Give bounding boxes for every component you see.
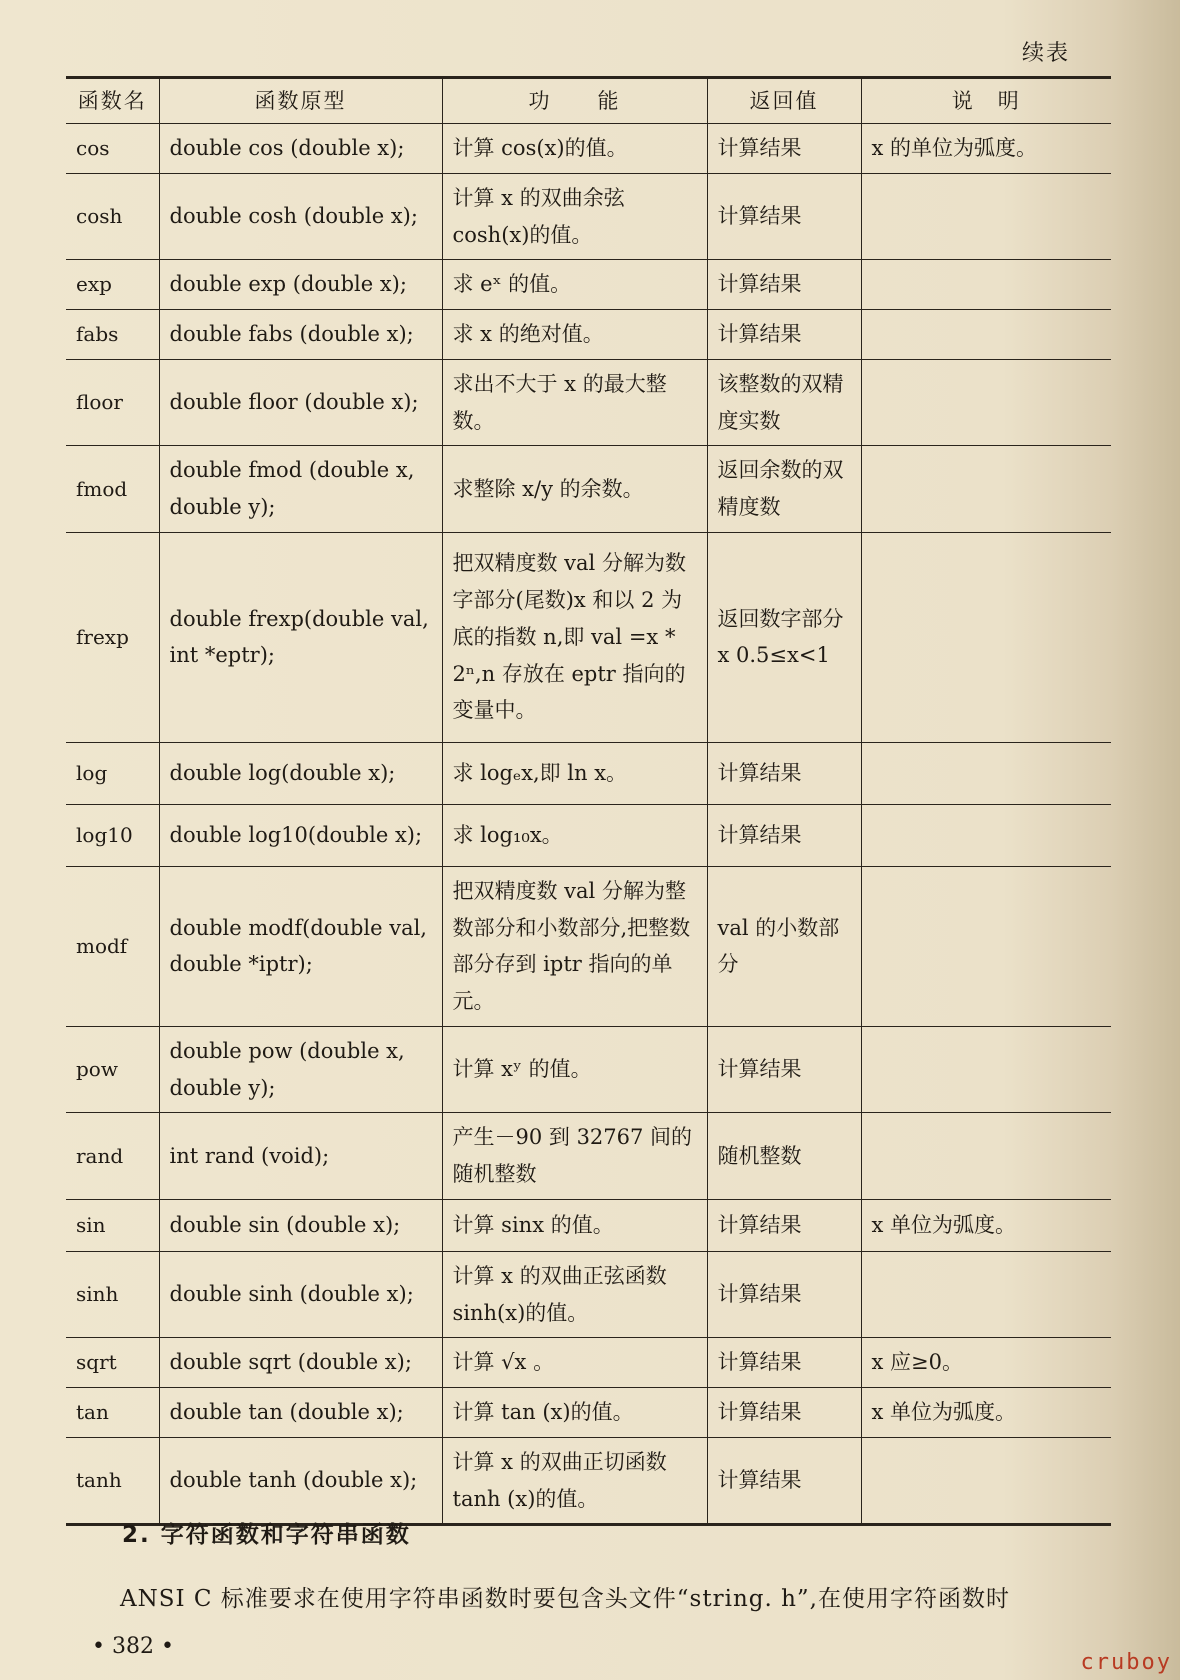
note-cell: x 单位为弧度。 xyxy=(861,1388,1111,1438)
function-name-cell: cos xyxy=(66,124,159,174)
table-row xyxy=(66,742,1111,804)
function-name-cell: frexp xyxy=(66,532,159,742)
function-name-cell: fabs xyxy=(66,310,159,360)
note-cell xyxy=(861,804,1111,866)
table-header-row xyxy=(66,78,1111,124)
return-value-cell: 计算结果 xyxy=(707,1338,861,1388)
note-cell xyxy=(861,359,1111,446)
function-cell: 求 x 的绝对值。 xyxy=(442,310,707,360)
return-value-cell: 返回余数的双精度数 xyxy=(707,446,861,533)
prototype-cell: double log(double x); xyxy=(159,742,442,804)
function-cell: 计算 cos(x)的值。 xyxy=(442,124,707,174)
return-value-cell: 计算结果 xyxy=(707,804,861,866)
return-value-cell: 计算结果 xyxy=(707,173,861,260)
header-note: 说 明 xyxy=(861,78,1111,124)
note-cell xyxy=(861,260,1111,310)
math-functions-table xyxy=(66,76,1111,1526)
function-name-cell: sin xyxy=(66,1199,159,1251)
function-name-cell: floor xyxy=(66,359,159,446)
table-row xyxy=(66,1026,1111,1113)
table-row xyxy=(66,124,1111,174)
return-value-cell: 返回数字部分 x 0.5≤x<1 xyxy=(707,532,861,742)
function-cell: 求 eˣ 的值。 xyxy=(442,260,707,310)
return-value-cell: val 的小数部分 xyxy=(707,866,861,1026)
table-row xyxy=(66,532,1111,742)
note-cell xyxy=(861,446,1111,533)
prototype-cell: double tan (double x); xyxy=(159,1388,442,1438)
section-heading: 2. 字符函数和字符串函数 xyxy=(122,1522,411,1548)
prototype-cell: double cos (double x); xyxy=(159,124,442,174)
return-value-cell: 该整数的双精度实数 xyxy=(707,359,861,446)
function-cell: 求 logₑx,即 ln x。 xyxy=(442,742,707,804)
continued-label: 续表 xyxy=(1021,41,1070,66)
note-cell xyxy=(861,742,1111,804)
function-cell: 求 log₁₀x。 xyxy=(442,804,707,866)
prototype-cell: double frexp(double val, int *eptr); xyxy=(159,532,442,742)
function-cell: 产生－90 到 32767 间的随机整数 xyxy=(442,1113,707,1200)
return-value-cell: 计算结果 xyxy=(707,1199,861,1251)
prototype-cell: double exp (double x); xyxy=(159,260,442,310)
note-cell xyxy=(861,173,1111,260)
return-value-cell: 随机整数 xyxy=(707,1113,861,1200)
prototype-cell: double tanh (double x); xyxy=(159,1437,442,1525)
function-cell: 计算 x 的双曲正弦函数 sinh(x)的值。 xyxy=(442,1251,707,1338)
function-name-cell: tan xyxy=(66,1388,159,1438)
function-name-cell: log xyxy=(66,742,159,804)
function-name-cell: sqrt xyxy=(66,1338,159,1388)
return-value-cell: 计算结果 xyxy=(707,1388,861,1438)
table-row xyxy=(66,804,1111,866)
return-value-cell: 计算结果 xyxy=(707,1437,861,1525)
table-row xyxy=(66,866,1111,1026)
note-cell xyxy=(861,532,1111,742)
table-row xyxy=(66,446,1111,533)
function-cell: 计算 xʸ 的值。 xyxy=(442,1026,707,1113)
note-cell: x 单位为弧度。 xyxy=(861,1199,1111,1251)
body-text: ANSI C 标准要求在使用字符串函数时要包含头文件“string. h”,在使用字符函数时 xyxy=(120,1586,1010,1612)
table-row xyxy=(66,1437,1111,1525)
function-name-cell: fmod xyxy=(66,446,159,533)
function-name-cell: rand xyxy=(66,1113,159,1200)
table-row xyxy=(66,1199,1111,1251)
table-row xyxy=(66,1338,1111,1388)
prototype-cell: double log10(double x); xyxy=(159,804,442,866)
return-value-cell: 计算结果 xyxy=(707,310,861,360)
header-return-value: 返回值 xyxy=(707,78,861,124)
watermark-text: cruboy xyxy=(1080,1650,1172,1675)
prototype-cell: double sin (double x); xyxy=(159,1199,442,1251)
return-value-cell: 计算结果 xyxy=(707,742,861,804)
function-cell: 计算 tan (x)的值。 xyxy=(442,1388,707,1438)
function-name-cell: pow xyxy=(66,1026,159,1113)
note-cell xyxy=(861,310,1111,360)
table-row xyxy=(66,1388,1111,1438)
function-cell: 求出不大于 x 的最大整数。 xyxy=(442,359,707,446)
prototype-cell: double floor (double x); xyxy=(159,359,442,446)
function-cell: 把双精度数 val 分解为整数部分和小数部分,把整数部分存到 iptr 指向的单元。 xyxy=(442,866,707,1026)
table-row xyxy=(66,310,1111,360)
function-name-cell: modf xyxy=(66,866,159,1026)
function-name-cell: cosh xyxy=(66,173,159,260)
table-row xyxy=(66,173,1111,260)
return-value-cell: 计算结果 xyxy=(707,1026,861,1113)
function-cell: 求整除 x/y 的余数。 xyxy=(442,446,707,533)
note-cell: x 应≥0。 xyxy=(861,1338,1111,1388)
function-cell: 计算 x 的双曲余弦 cosh(x)的值。 xyxy=(442,173,707,260)
table-row xyxy=(66,260,1111,310)
prototype-cell: double sqrt (double x); xyxy=(159,1338,442,1388)
page-number: • 382 • xyxy=(92,1634,174,1659)
note-cell: x 的单位为弧度。 xyxy=(861,124,1111,174)
header-function-name: 函数名 xyxy=(66,78,159,124)
function-name-cell: exp xyxy=(66,260,159,310)
note-cell xyxy=(861,1026,1111,1113)
header-function: 功 能 xyxy=(442,78,707,124)
function-name-cell: log10 xyxy=(66,804,159,866)
note-cell xyxy=(861,866,1111,1026)
function-cell: 计算 x 的双曲正切函数 tanh (x)的值。 xyxy=(442,1437,707,1525)
function-name-cell: tanh xyxy=(66,1437,159,1525)
prototype-cell: double pow (double x, double y); xyxy=(159,1026,442,1113)
prototype-cell: double sinh (double x); xyxy=(159,1251,442,1338)
note-cell xyxy=(861,1113,1111,1200)
return-value-cell: 计算结果 xyxy=(707,260,861,310)
prototype-cell: int rand (void); xyxy=(159,1113,442,1200)
header-prototype: 函数原型 xyxy=(159,78,442,124)
prototype-cell: double fmod (double x, double y); xyxy=(159,446,442,533)
note-cell xyxy=(861,1437,1111,1525)
prototype-cell: double modf(double val, double *iptr); xyxy=(159,866,442,1026)
function-cell: 计算 sinx 的值。 xyxy=(442,1199,707,1251)
function-cell: 把双精度数 val 分解为数字部分(尾数)x 和以 2 为底的指数 n,即 val =x * 2ⁿ,n 存放在 eptr 指向的变量中。 xyxy=(442,532,707,742)
table-row xyxy=(66,1113,1111,1200)
prototype-cell: double fabs (double x); xyxy=(159,310,442,360)
table-row xyxy=(66,1251,1111,1338)
prototype-cell: double cosh (double x); xyxy=(159,173,442,260)
return-value-cell: 计算结果 xyxy=(707,1251,861,1338)
table-row xyxy=(66,359,1111,446)
function-cell: 计算 √x 。 xyxy=(442,1338,707,1388)
return-value-cell: 计算结果 xyxy=(707,124,861,174)
note-cell xyxy=(861,1251,1111,1338)
function-name-cell: sinh xyxy=(66,1251,159,1338)
